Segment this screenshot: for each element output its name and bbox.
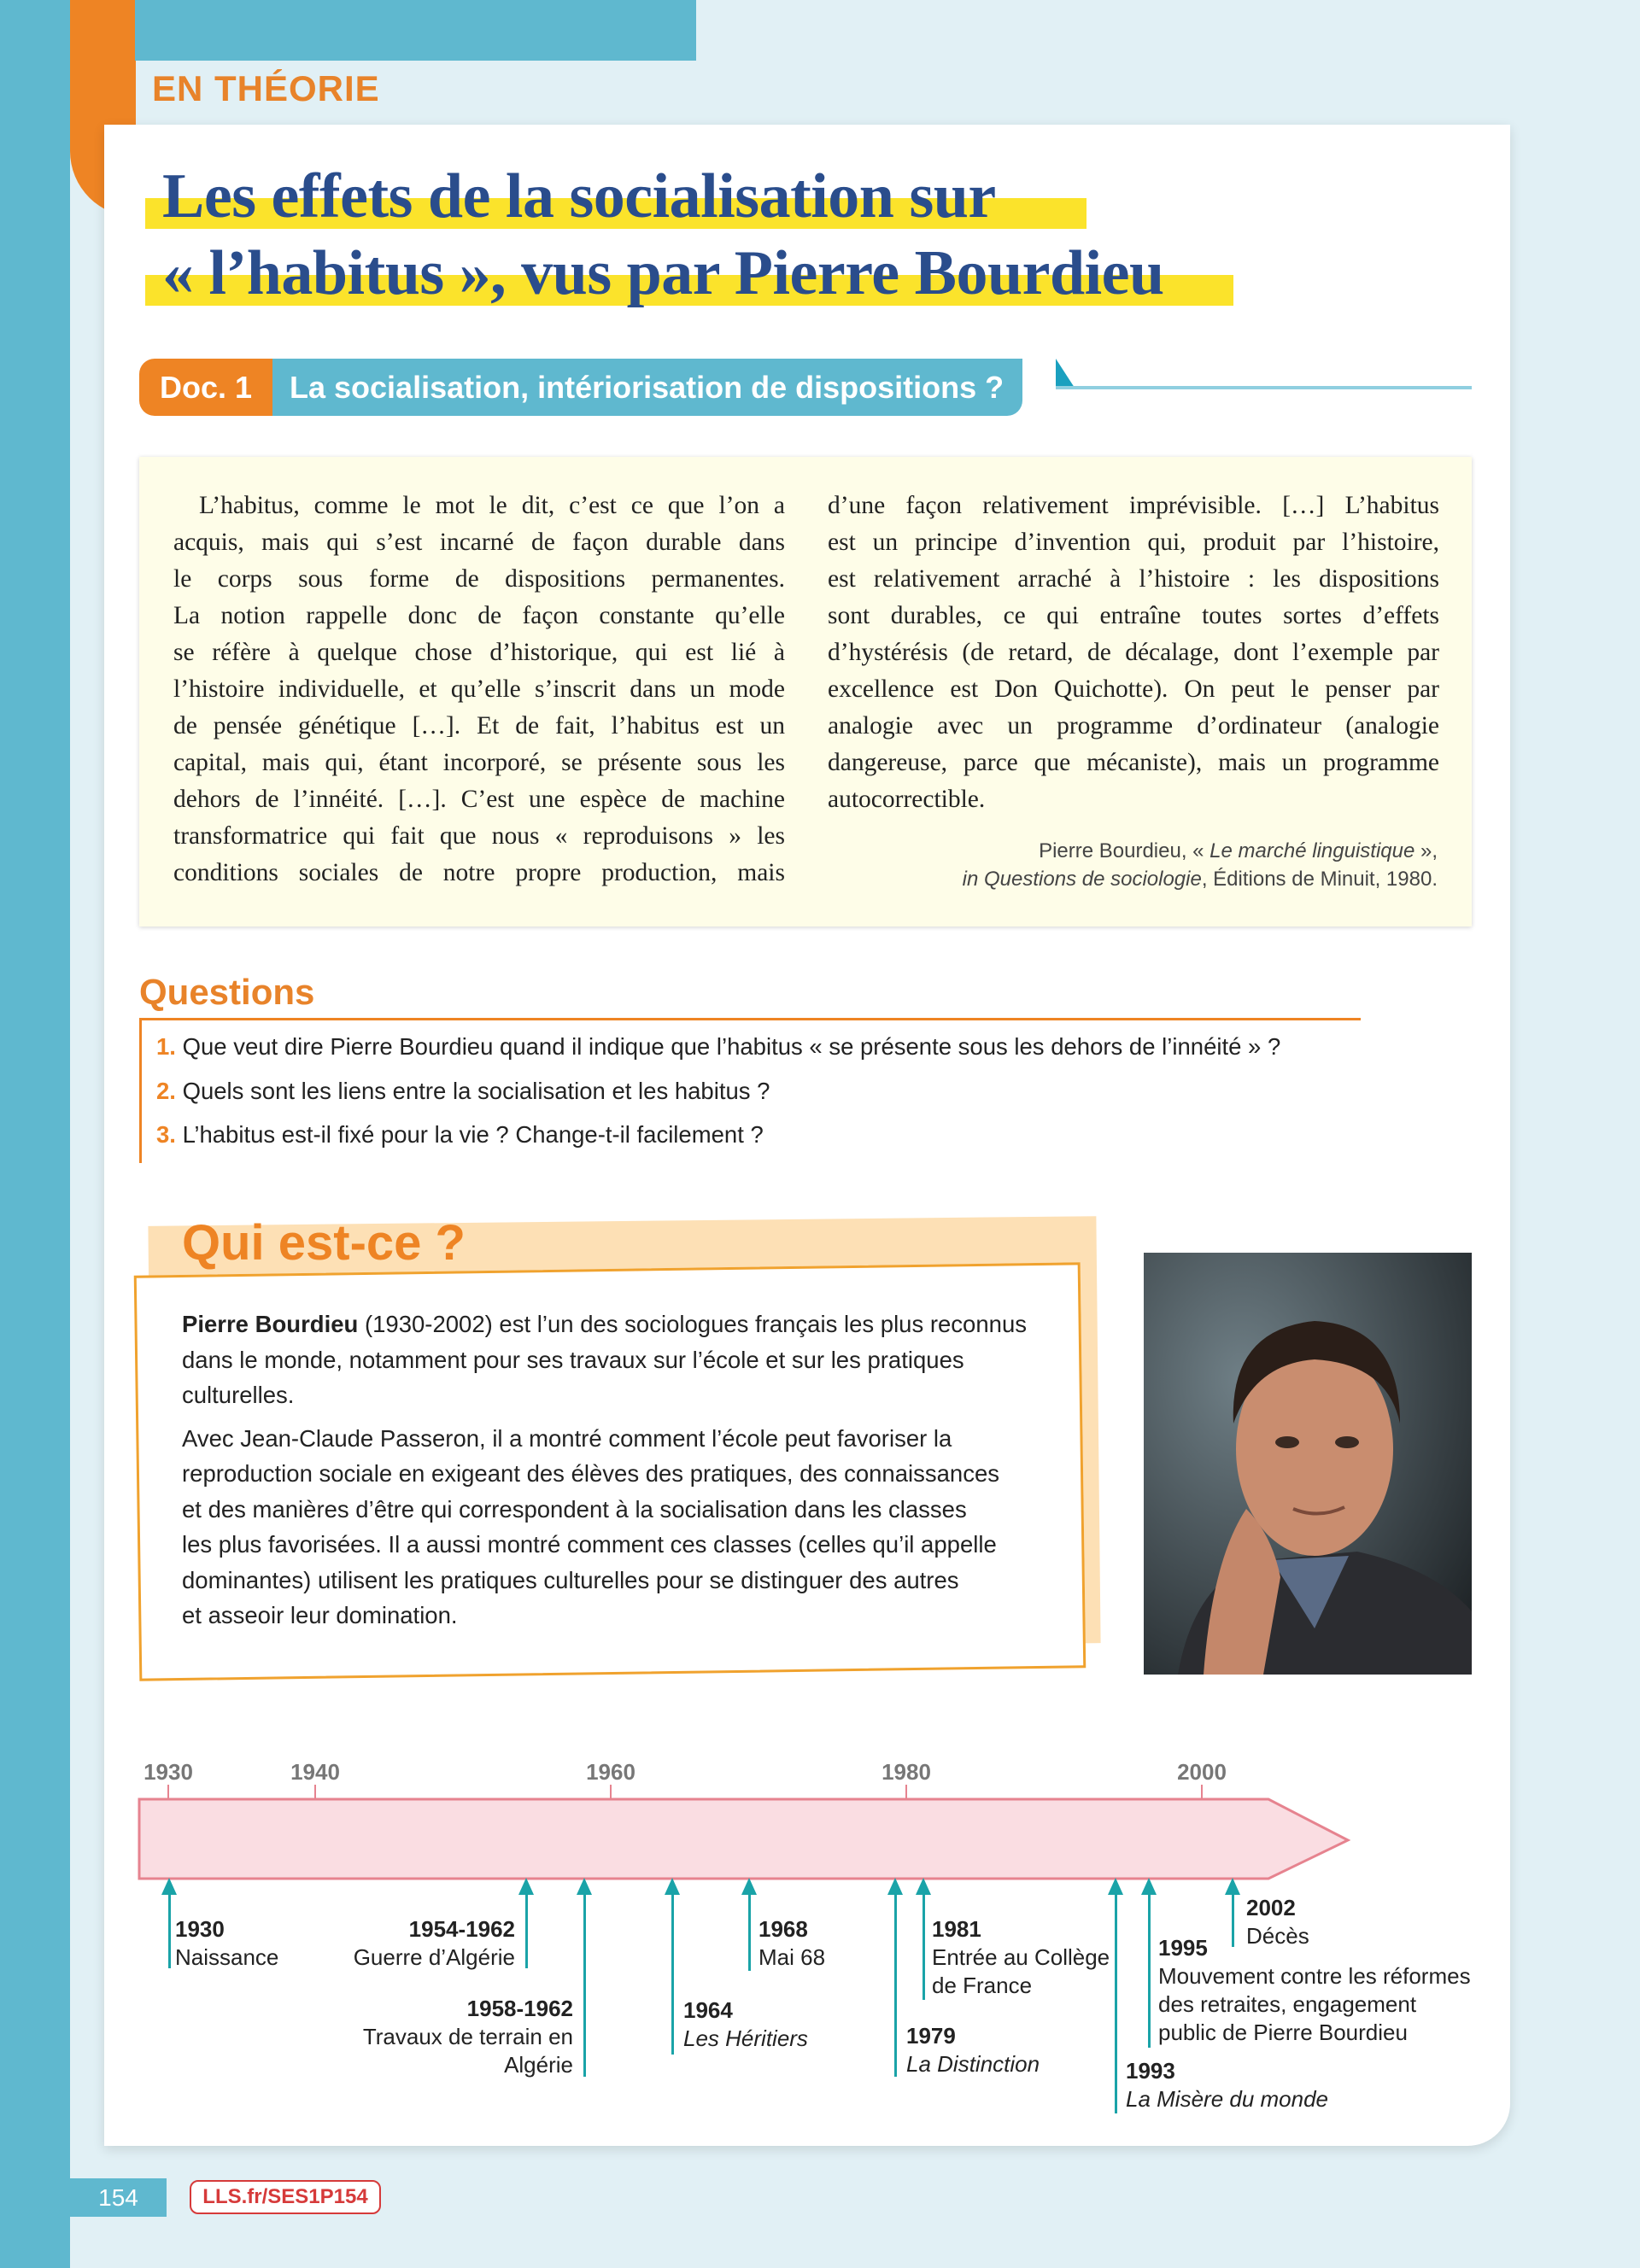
event-year: 1993 — [1126, 2058, 1175, 2084]
quote-line: se réfère à quelque chose d’historique, qui est lié à — [173, 639, 785, 666]
event-description: Entrée au Collège — [932, 1944, 1110, 1970]
event-description: Décès — [1246, 1923, 1309, 1949]
bio-line: et asseoir leur domination. — [182, 1602, 458, 1628]
quote-line: sont durables, ce qui entraîne toutes sortes d’effets — [828, 602, 1439, 629]
timeline-event — [1246, 1894, 1309, 1950]
event-description: Les Héritiers — [683, 2025, 808, 2051]
citation-publisher: , Éditions de Minuit, 1980. — [1201, 868, 1438, 891]
axis-tick — [167, 1785, 169, 1800]
timeline-event — [1158, 1934, 1471, 2047]
question-number: 3. — [156, 1121, 176, 1148]
axis-tick — [905, 1785, 907, 1800]
bio-text — [182, 1306, 1036, 1634]
quote-line: transformatrice qui fait que nous « reproduisons » les — [173, 822, 785, 850]
event-description: des retraites, engagement — [1158, 1991, 1417, 2017]
event-description: Naissance — [175, 1944, 279, 1970]
timeline-arrow-icon — [583, 1881, 586, 2077]
quote-column-left — [173, 488, 785, 891]
event-year: 1981 — [932, 1916, 981, 1942]
quote-line: acquis, mais qui s’est incarné de façon durable dans — [173, 529, 785, 556]
portrait-photo — [1144, 1253, 1472, 1675]
event-description: Mai 68 — [758, 1944, 826, 1970]
quote-line: autocorrectible. — [828, 786, 986, 813]
quote-line: analogie avec un programme d’ordinateur (analogie — [828, 712, 1439, 739]
axis-tick — [314, 1785, 316, 1800]
questions-rule — [139, 1018, 1361, 1020]
citation-author: Pierre Bourdieu, « — [1039, 839, 1210, 862]
bio-line — [182, 1306, 1036, 1342]
timeline-arrow-icon — [922, 1881, 925, 2000]
bio-line: les plus favorisées. Il a aussi montré comment ces classes (celles qu’il appelle — [182, 1531, 997, 1558]
timeline-arrow-icon — [1115, 1881, 1117, 2113]
timeline-arrow-icon — [748, 1881, 751, 1971]
page-title-line-2: « l’habitus », vus par Pierre Bourdieu — [162, 238, 1164, 308]
timeline-event — [363, 1995, 573, 2079]
event-year: 1930 — [175, 1916, 225, 1942]
axis-year-label: 1930 — [144, 1759, 193, 1785]
question-text: Que veut dire Pierre Bourdieu quand il indique que l’habitus « se présente sous les dehors de l’innéité » ? — [182, 1033, 1281, 1060]
question-item — [156, 1078, 770, 1105]
top-color-bar — [135, 0, 696, 61]
bio-name: Pierre Bourdieu — [182, 1311, 359, 1337]
citation-article: Le marché linguistique — [1210, 839, 1415, 862]
left-margin-band — [0, 0, 70, 2268]
event-description: La Distinction — [906, 2051, 1040, 2077]
event-year: 2002 — [1246, 1895, 1296, 1920]
timeline-arrow-icon — [671, 1881, 674, 2055]
bio-heading: Qui est-ce ? — [182, 1215, 466, 1271]
quote-line: L’habitus, comme le mot le dit, c’est ce que l’on a — [199, 492, 785, 519]
quote-line: capital, mais qui, étant incorporé, se présente sous les — [173, 749, 785, 776]
timeline-arrow-icon — [1148, 1881, 1151, 2048]
bio-line: Avec Jean-Claude Passeron, il a montré comment l’école peut favoriser la — [182, 1424, 952, 1452]
quote-line: l’histoire individuelle, et qu’elle s’inscrit dans un mode — [173, 675, 785, 703]
timeline-event — [354, 1915, 515, 1972]
axis-year-label: 1940 — [290, 1759, 340, 1785]
timeline-arrow-icon — [894, 1881, 897, 2077]
questions-rule-vertical — [139, 1018, 142, 1163]
doc-title: La socialisation, intériorisation de dispositions ? — [272, 359, 1022, 416]
event-year: 1979 — [906, 2023, 956, 2049]
quote-line: de pensée génétique […]. Et de fait, l’habitus est un — [173, 712, 785, 739]
timeline-arrow-icon — [1232, 1881, 1234, 1947]
event-year: 1958-1962 — [466, 1996, 573, 2021]
page-number: 154 — [70, 2178, 167, 2217]
citation-line-1 — [1039, 839, 1438, 863]
event-year: 1954-1962 — [408, 1916, 515, 1942]
quote-line: d’une façon relativement imprévisible. […] L’habitus — [828, 492, 1439, 519]
event-year: 1995 — [1158, 1935, 1208, 1961]
event-description: public de Pierre Bourdieu — [1158, 2020, 1408, 2045]
timeline-arrow-band — [139, 1799, 1348, 1879]
timeline-band — [137, 1793, 1358, 1887]
quote-line: dangereuse, parce que mécaniste), mais un programme — [828, 749, 1439, 776]
event-year: 1968 — [758, 1916, 808, 1942]
timeline-event — [683, 1996, 808, 2053]
quote-line: La notion rappelle donc de façon constante qu’elle — [173, 602, 785, 629]
timeline-arrow-icon — [525, 1881, 528, 1968]
question-text: L’habitus est-il fixé pour la vie ? Change-t-il facilement ? — [182, 1121, 764, 1148]
quote-line: dehors de l’innéité. […]. C’est une espèce de machine — [173, 786, 785, 813]
axis-year-label: 2000 — [1177, 1759, 1227, 1785]
quote-line: excellence est Don Quichotte). On peut le penser par — [828, 675, 1439, 703]
timeline-event — [906, 2022, 1040, 2078]
question-item — [156, 1121, 764, 1149]
quote-line: est relativement arraché à l’histoire : les dispositions — [828, 565, 1439, 593]
citation-book: in Questions de sociologie — [962, 868, 1202, 891]
event-description: Travaux de terrain en — [362, 2024, 573, 2049]
page-title-line-1: Les effets de la socialisation sur — [162, 161, 996, 231]
axis-tick — [1201, 1785, 1203, 1800]
quote-line: est un principe d’invention qui, produit par l’histoire, — [828, 529, 1439, 556]
quote-line: le corps sous forme de dispositions permanentes. — [173, 565, 785, 593]
axis-year-label: 1960 — [586, 1759, 636, 1785]
axis-year-label: 1980 — [882, 1759, 931, 1785]
questions-heading: Questions — [139, 972, 315, 1012]
question-text: Quels sont les liens entre la socialisation et les habitus ? — [182, 1078, 770, 1104]
event-description: Algérie — [504, 2052, 573, 2078]
event-description: de France — [932, 1973, 1033, 1998]
event-year: 1964 — [683, 1997, 733, 2023]
section-label: EN THÉORIE — [152, 68, 380, 108]
event-description: Guerre d’Algérie — [353, 1944, 515, 1970]
bio-line: dominantes) utilisent les pratiques culturelles pour se distinguer des autres — [182, 1566, 959, 1593]
question-number: 2. — [156, 1078, 176, 1104]
quote-column-right — [828, 488, 1439, 818]
timeline-arrow-icon — [168, 1881, 171, 1968]
bio-line: reproduction sociale en exigeant des élèves des pratiques, des connaissances — [182, 1460, 999, 1487]
question-number: 1. — [156, 1033, 176, 1060]
bio-line: et des manières d’être qui correspondent à la socialisation dans les classes — [182, 1495, 967, 1523]
banner-rule — [1056, 386, 1472, 389]
citation-line-2 — [963, 868, 1438, 891]
quote-box — [139, 457, 1472, 926]
online-resource-link[interactable]: LLS.fr/SES1P154 — [190, 2180, 381, 2214]
doc-number: Doc. 1 — [139, 359, 272, 416]
bio-line-text: (1930-2002) est l’un des sociologues français les plus reconnus — [358, 1311, 1027, 1337]
timeline-event — [175, 1915, 278, 1972]
event-description: La Misère du monde — [1126, 2086, 1329, 2112]
event-description: Mouvement contre les réformes — [1158, 1963, 1471, 1989]
timeline-event — [1126, 2057, 1328, 2113]
bio-paragraph-2 — [182, 1421, 1036, 1634]
axis-tick — [610, 1785, 612, 1800]
timeline-event — [932, 1915, 1110, 2000]
banner-tab-decoration — [1056, 359, 1075, 388]
quote-line: conditions sociales de notre propre production, mais — [173, 859, 785, 886]
question-item — [156, 1033, 1280, 1061]
timeline-event — [758, 1915, 825, 1972]
quote-line: d’hystérésis (de retard, de décalage, dont l’exemple par — [828, 639, 1439, 666]
doc-banner — [139, 359, 1022, 416]
bio-line: dans le monde, notamment pour ses travaux sur l’école et sur les pratiques — [182, 1346, 964, 1373]
bio-line: culturelles. — [182, 1382, 295, 1408]
citation-punct: », — [1414, 839, 1438, 862]
